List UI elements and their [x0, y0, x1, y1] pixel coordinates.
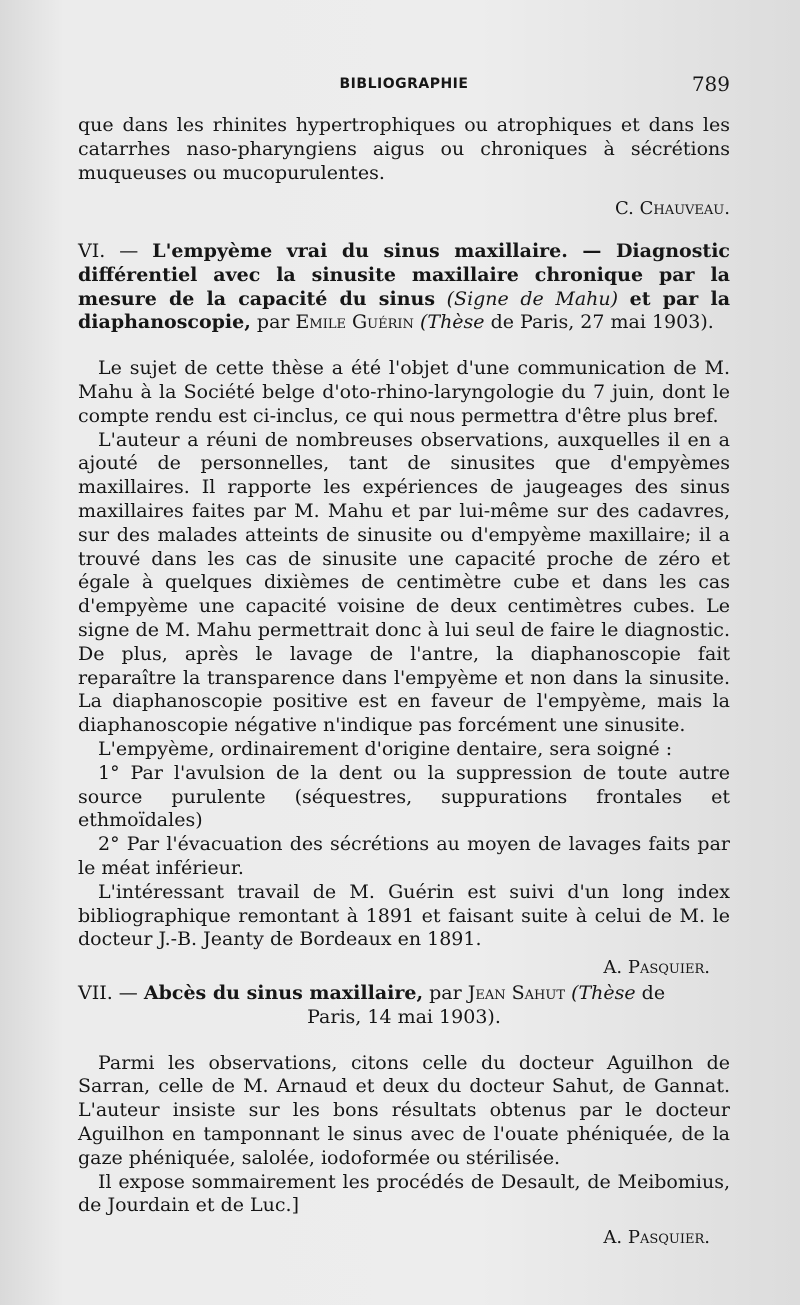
article-vii-signature: A. Pasquier. — [603, 1227, 710, 1249]
article-vi-paragraph: 2° Par l'évacuation des sécrétions au moyen de lavages faits par le méat inférieur. — [78, 833, 730, 879]
intro-paragraph: que dans les rhinites hypertrophiques ou atrophiques et dans les catarrhes naso-pharyngiens aigus ou chroniques à sécrétions muqueuses ou mucopurulentes. — [78, 114, 730, 184]
article-vi-signature: A. Pasquier. — [603, 957, 710, 979]
article-vii-by: par — [429, 982, 462, 1004]
intro-section — [78, 114, 730, 221]
article-vii-title-text: Abcès du sinus maxillaire, — [143, 982, 424, 1004]
article-vi-title-part1: L'empyème vrai du sinus maxillaire. — Diagnostic différentiel avec la sinusite maxillaire chronique par la mesure de la capacité du sinus — [78, 240, 730, 310]
article-vii-source-de: de — [641, 982, 666, 1004]
article-vi-source: de Paris, 27 mai 1903). — [490, 311, 714, 334]
article-vi-paragraph: L'empyème, ordinairement d'origine dentaire, sera soigné : — [98, 737, 673, 760]
running-head: BIBLIOGRAPHIE — [339, 76, 469, 92]
article-vii-number: VII. — — [78, 982, 138, 1004]
article-vii-source-italic: (Thèse — [571, 982, 636, 1004]
article-vii-source: Paris, 14 mai 1903). — [307, 1005, 501, 1028]
page-number: 789 — [691, 72, 730, 96]
article-vi-paragraph: L'auteur a réuni de nombreuses observations, auxquelles il en a ajouté de personnelles, tant de sinusites que d'empyèmes maxillaires. Il rapporte les expériences de jaugeages des sinus maxillaires faites par M. Mahu et par lui-même sur des cadavres, sur des malades atteints de sinusite ou d'empyème maxillaire; il a trouvé dans les cas de sinusite une capacité proche de zéro et égale à quelques dixièmes de centimètre cube et dans les cas d'empyème une capacité voisine de deux centimètres cubes. Le signe de M. Mahu permettrait donc à lui seul de faire le diagnostic. De plus, après le lavage de l'antre, la diaphanoscopie fait reparaître la transparence dans l'empyème et non dans la sinusite. La diaphanoscopie positive est en faveur de l'empyème, mais la diaphanoscopie négative n'indique pas forcément une sinusite. — [78, 428, 730, 737]
article-vii-paragraph: Il expose sommairement les procédés de Desault, de Meibomius, de Jourdain et de Luc.] — [78, 1170, 730, 1217]
article-vii-paragraph: Parmi les observations, citons celle du docteur Aguilhon de Sarran, celle de M. Arnaud et deux du docteur Sahut, de Gannat. L'auteur insiste sur les bons résultats obtenus par le docteur Aguilhon en tamponnant le sinus avec de l'ouate phéniquée, de la gaze phéniquée, salolée, iodoformée ou stérilisée. — [78, 1051, 730, 1169]
article-vi-title-part2: et par la diaphanoscopie, — [78, 287, 731, 334]
article-vi-by: par — [256, 311, 290, 334]
article-vi-body — [78, 357, 730, 952]
article-vi — [78, 240, 730, 980]
page-header — [78, 72, 730, 98]
article-vii — [78, 982, 730, 1250]
article-vi-paragraph: 1° Par l'avulsion de la dent ou la suppression de toute autre source purulente (séquestres, suppurations frontales et ethmoïdales) — [78, 761, 730, 832]
article-vi-paragraph: Le sujet de cette thèse a été l'objet d'une communication de M. Mahu à la Société belge d'oto-rhino-laryngologie du 7 juin, dont le compte rendu est ci-inclus, ce qui nous permettra d'être plus bref. — [78, 357, 730, 427]
article-vii-author: Jean Sahut — [467, 982, 566, 1004]
article-vii-body — [78, 1052, 730, 1219]
article-vi-title-italic: (Signe de Mahu) — [446, 287, 619, 310]
article-vi-paragraph: L'intéressant travail de M. Guérin est suivi d'un long index bibliographique remontant à 1891 et faisant suite à celui de M. le docteur J.-B. Jeanty de Bordeaux en 1891. — [78, 880, 730, 951]
article-vi-number: VI. — — [78, 240, 139, 262]
article-vi-title — [78, 240, 730, 335]
article-vi-author: Emile Guérin — [295, 311, 414, 334]
article-vii-title — [78, 982, 730, 1030]
intro-signature: C. Chauveau. — [615, 198, 730, 220]
article-vi-source-italic: (Thèse — [419, 311, 485, 334]
